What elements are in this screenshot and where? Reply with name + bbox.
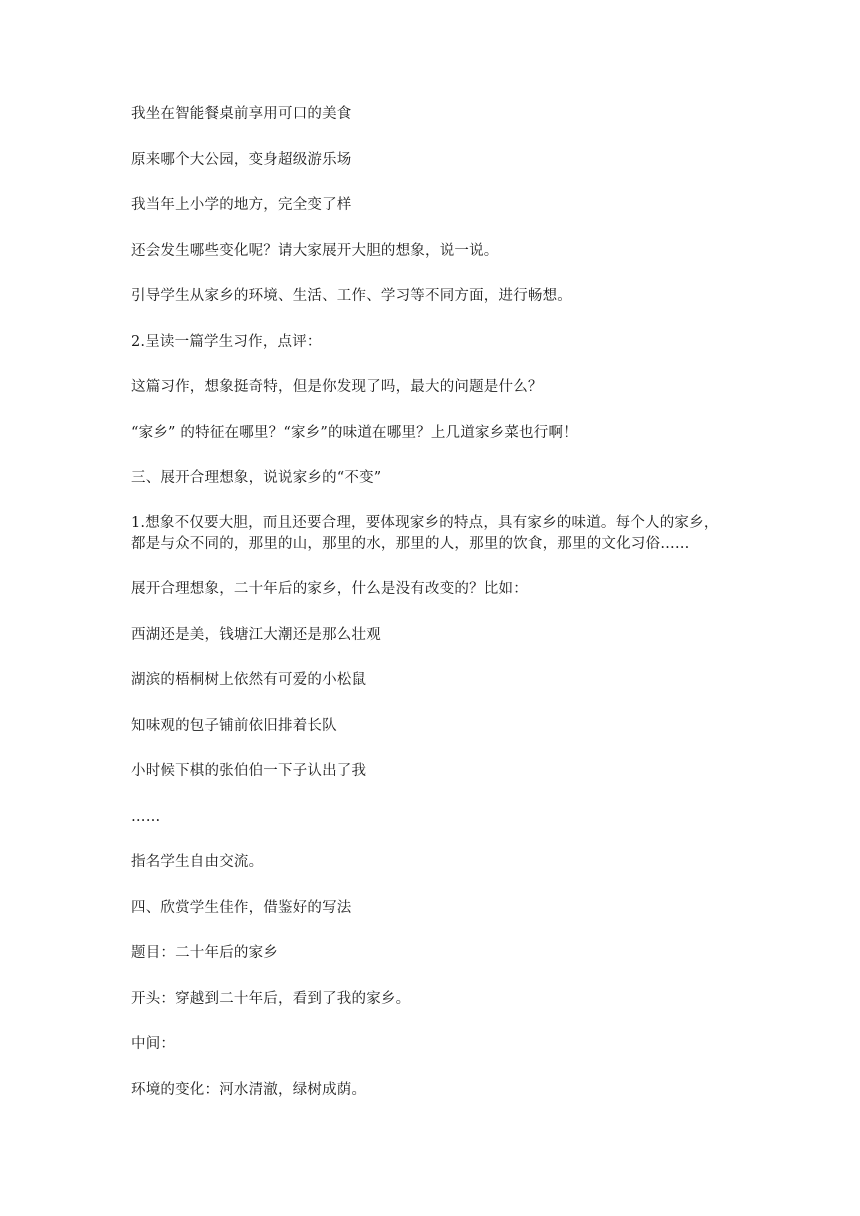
paragraph: 这篇习作，想象挺奇特，但是你发现了吗，最大的问题是什么？ bbox=[131, 379, 543, 395]
paragraph: 还会发生哪些变化呢？请大家展开大胆的想象，说一说。 bbox=[131, 242, 499, 259]
paragraph: 1.想象不仅要大胆，而且还要合理，要体现家乡的特点，具有家乡的味道。每个人的家乡，都是与众不同的，那里的山，那里的水，那里的人，那里的饮食，那里的文化习俗…… bbox=[131, 514, 719, 552]
paragraph: “家乡” 的特征在哪里？“家乡”的味道在哪里？上几道家乡菜也行啊！ bbox=[131, 424, 578, 441]
paragraph: 原来哪个大公园，变身超级游乐场 bbox=[131, 151, 352, 168]
paragraph: 展开合理想象，二十年后的家乡，什么是没有改变的？比如： bbox=[131, 581, 528, 597]
ellipsis: …… bbox=[131, 808, 161, 825]
paragraph: 2.呈读一篇学生习作，点评： bbox=[131, 333, 322, 350]
paragraph: 小时候下棋的张伯伯一下子认出了我 bbox=[131, 763, 367, 779]
paragraph: 我坐在智能餐桌前享用可口的美食 bbox=[131, 106, 352, 122]
paragraph: 我当年上小学的地方，完全变了样 bbox=[131, 197, 352, 213]
paragraph: 中间： bbox=[131, 1036, 176, 1052]
paragraph: 知味观的包子铺前依旧排着长队 bbox=[131, 717, 337, 734]
paragraph: 开头：穿越到二十年后，看到了我的家乡。 bbox=[131, 990, 411, 1007]
document-body bbox=[131, 103, 731, 1124]
paragraph: 题目：二十年后的家乡 bbox=[131, 945, 278, 961]
paragraph: 湖滨的梧桐树上依然有可爱的小松鼠 bbox=[131, 672, 367, 688]
paragraph: 引导学生从家乡的环境、生活、工作、学习等不同方面，进行畅想。 bbox=[131, 288, 572, 304]
section-heading: 三、展开合理想象，说说家乡的“不变” bbox=[131, 470, 382, 486]
paragraph: 环境的变化：河水清澈，绿树成荫。 bbox=[131, 1081, 367, 1098]
paragraph: 西湖还是美，钱塘江大潮还是那么壮观 bbox=[131, 626, 381, 643]
paragraph: 指名学生自由交流。 bbox=[131, 854, 264, 870]
section-heading: 四、欣赏学生佳作，借鉴好的写法 bbox=[131, 899, 352, 916]
